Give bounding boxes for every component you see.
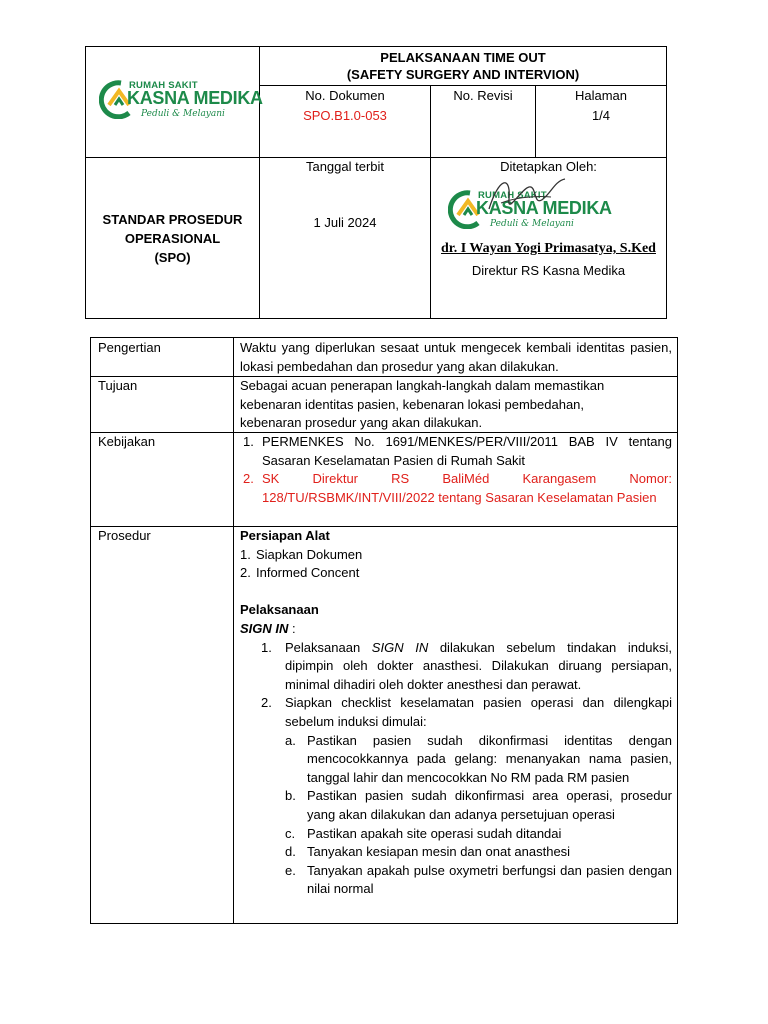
hospital-logo [99, 79, 263, 123]
no-dokumen-cell: No. Dokumen SPO.B1.0-053 [303, 88, 387, 123]
kebijakan-list [240, 433, 672, 507]
list-item: b. Pastikan pasien sudah dikonfirmasi area operasi, prosedur yang akan dilakukan dan adanya persetujuan operasi [285, 788, 672, 822]
kebijakan-label: Kebijakan [98, 434, 156, 449]
ditetapkan-oleh-cell: Ditetapkan Oleh: [500, 159, 597, 174]
director-name: dr. I Wayan Yogi Primasatya, S.Ked [441, 241, 656, 256]
pengertian-label: Pengertian [98, 340, 161, 355]
director-title: Direktur RS Kasna Medika [471, 263, 626, 278]
prosedur-label: Prosedur [98, 528, 151, 543]
tujuan-label: Tujuan [98, 378, 138, 393]
tujuan-text: Sebagai acuan penerapan langkah-langkah dalam memastikan kebenaran identitas pasien, kebenaran lokasi pembedahan, kebenaran prosedur yang akan dilakukan. [240, 378, 605, 431]
stamp-text-rumah-sakit: RUMAH SAKIT [478, 190, 547, 201]
document-title: PELAKSANAAN TIME OUT (SAFETY SURGERY AND INTERVION) [346, 50, 580, 82]
document-header-table [85, 46, 667, 319]
pengertian-text: Waktu yang diperlukan sesaat untuk mengecek kembali identitas pasien, lokasi pembedahan dan prosedur yang akan dilakukan. [240, 340, 672, 374]
prosedur-content [240, 527, 672, 899]
logo-text-kasna-medika: KASNA MEDIKA [127, 88, 263, 108]
stamp-text-kasna-medika: KASNA MEDIKA [476, 198, 612, 218]
list-item: 2. Siapkan checklist keselamatan pasien operasi dan dilengkapi sebelum induksi dimulai: [261, 695, 672, 729]
list-item: 2. SK Direktur RS BaliMéd Karangasem Nomor: 128/TU/RSBMK/INT/VIII/2022 tentang Sasaran Keselamatan Pasien [243, 471, 672, 505]
list-item: a. Pastikan pasien sudah dikonfirmasi identitas dengan mencocokkannya pada gelang: menanyakan nama pasien, tanggal lahir dan mencocokkan No RM pada RM pasien [285, 732, 672, 785]
list-item: 2. Informed Concent [240, 565, 360, 581]
procedure-table [90, 337, 678, 924]
persiapan-alat-title: Persiapan Alat [240, 528, 330, 543]
list-item: d. Tanyakan kesiapan mesin dan onat anasthesi [285, 844, 571, 860]
stamp-tagline: Peduli & Melayani [490, 219, 574, 229]
list-item: e. Tanyakan apakah pulse oxymetri berfungsi dan pasien dengan nilai normal [285, 862, 672, 897]
no-revisi-cell: No. Revisi [453, 88, 513, 103]
tanggal-terbit-cell: Tanggal terbit 1 Juli 2024 [305, 159, 385, 230]
sign-in-heading: SIGN IN : [240, 620, 296, 636]
spo-label: STANDAR PROSEDUR OPERASIONAL (SPO) [102, 212, 243, 265]
signature-icon [481, 169, 571, 229]
list-item: c. Pastikan apakah site operasi sudah ditandai [285, 825, 562, 841]
list-item: 1. Pelaksanaan SIGN IN dilakukan sebelum tindakan induksi, dipimpin oleh dokter anasthesi. Dilakukan diruang persiapan, minimal dihadiri oleh dokter anesthesi dan perawat. [261, 639, 672, 692]
list-item: 1. Siapkan Dokumen [240, 546, 363, 562]
logo-text-rumah-sakit: RUMAH SAKIT [129, 80, 198, 91]
pelaksanaan-title: Pelaksanaan [240, 602, 319, 618]
halaman-cell: Halaman 1/4 [574, 88, 628, 123]
list-item: 1. PERMENKES No. 1691/MENKES/PER/VIII/2011 BAB IV tentang Sasaran Keselamatan Pasien di Rumah Sakit [243, 434, 672, 468]
logo-tagline: Peduli & Melayani [141, 109, 225, 119]
